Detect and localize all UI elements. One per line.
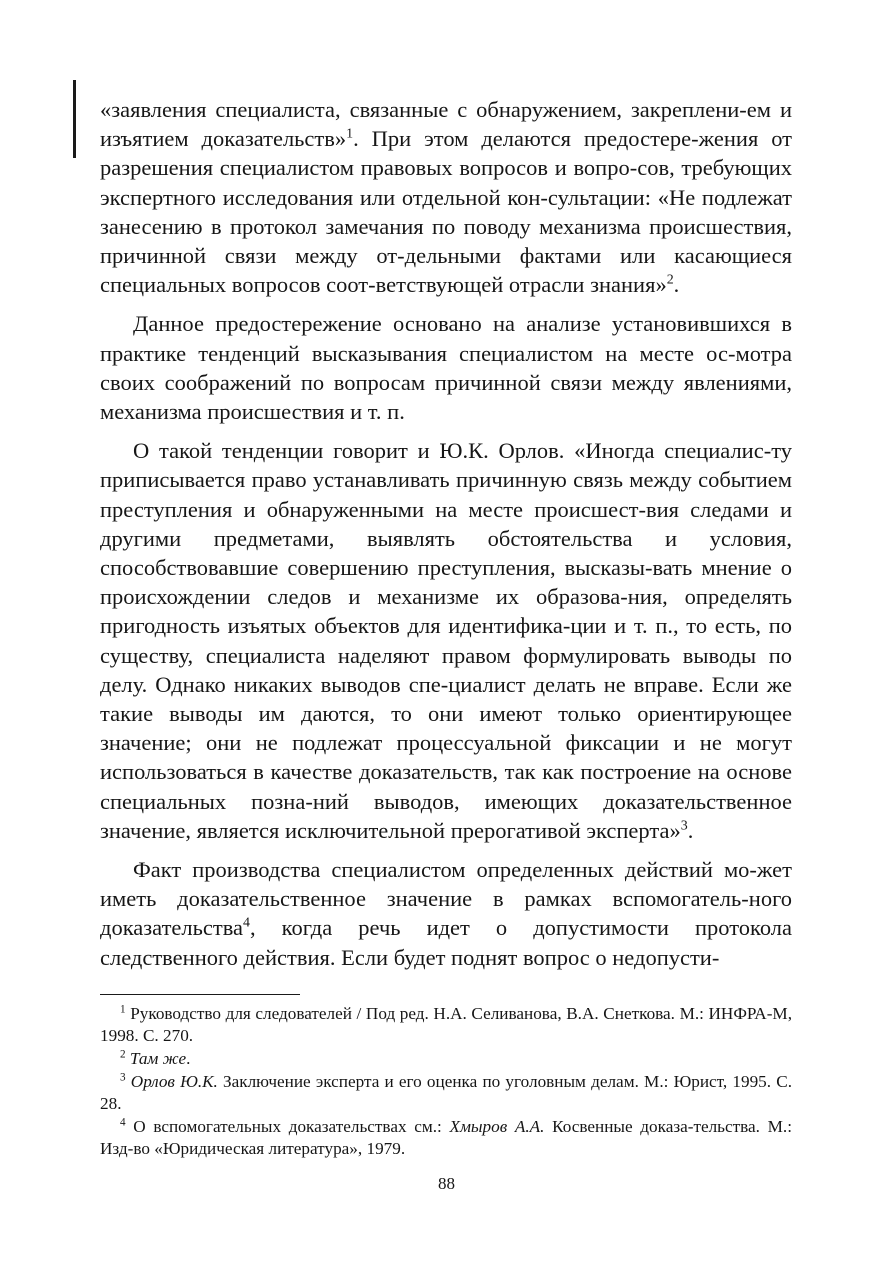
footnote-1 [100, 1003, 792, 1048]
paragraph-3 [100, 436, 792, 845]
footnote-number-4: 4 [120, 1116, 126, 1129]
footnote-4-text-2: Косвенные доказа-тельства. М.: Изд-во «Юридическая литература», 1979. [100, 1116, 792, 1159]
paragraph-4-part-2: , когда речь идет о допустимости протокола следственного действия. Если будет поднят вопрос о недопусти- [100, 915, 792, 970]
footnotes [100, 1003, 792, 1161]
paragraph-4-part-1: Факт производства специалистом определенных действий мо-жет иметь доказательственное значение в рамках вспомогатель-ного доказательства [100, 857, 792, 941]
footnote-3-text: Заключение эксперта и его оценка по уголовным делам. М.: Юрист, 1995. С. 28. [100, 1071, 792, 1114]
footnote-ref-4[interactable]: 4 [243, 915, 250, 931]
footnote-ref-3[interactable]: 3 [680, 818, 688, 834]
footnote-number-2: 2 [120, 1048, 126, 1061]
page-number: 88 [438, 1174, 455, 1193]
footnote-2 [100, 1048, 792, 1071]
footnote-4-text: О вспомогательных доказательствах см.: [125, 1116, 450, 1136]
margin-mark [73, 80, 76, 158]
footnote-2-italic: Там же [129, 1049, 187, 1069]
paragraph-1-part-1: «заявления специалиста, связанные с обнаружением, закреплени-ем и изъятием доказательств» [100, 97, 792, 152]
footnote-number-1: 1 [120, 1003, 126, 1016]
footnote-1-text: Руководство для следователей / Под ред. Н.А. Селиванова, В.А. Снеткова. М.: ИНФРА-М, 1998. С. 270. [100, 1003, 792, 1046]
paragraph-1-part-2: . При этом делаются предостере-жения от разрешения специалистом правовых вопросов и вопро-сов, требующих экспертного исследования или отдельной кон-сультации: «Не подлежат занесению в протокол замечания по поводу механизма происшествия, причинной связи между от-дельными фактами или касающиеся специальных вопросов соот-ветствующей отрасли знания» [100, 126, 793, 298]
main-text [100, 95, 792, 972]
footnote-4 [100, 1116, 792, 1161]
footnote-ref-2[interactable]: 2 [666, 272, 674, 288]
footnote-4-author: Хмыров А.А. [449, 1116, 545, 1136]
footnote-ref-1[interactable]: 1 [346, 126, 354, 142]
paragraph-3-part-2: . [687, 817, 694, 843]
footnote-3-author: Орлов Ю.К. [130, 1071, 218, 1091]
paragraph-1 [100, 95, 792, 299]
paragraph-4 [100, 855, 792, 972]
footnote-3 [100, 1071, 792, 1116]
footnote-separator [100, 994, 300, 995]
paragraph-3-part-1: О такой тенденции говорит и Ю.К. Орлов. «Иногда специалис-ту приписывается право устанавливать причинную связь между событием преступления и обнаруженными на месте происшест-вия следами и другими предметами, выявлять обстоятельства и условия, способствовавшие совершению преступления, высказы-вать мнение о происхождении следов и механизме их образова-ния, определять пригодность изъятых объектов для идентифика-ции и т. п., то есть, по существу, специалиста наделяют правом формулировать выводы по делу. Однако никаких выводов спе-циалист делать не вправе. Если же такие выводы им даются, то они имеют только ориентирующее значение; они не подлежат процессуальной фиксации и не могут использоваться в качестве доказательств, так как построение на основе специальных позна-ний выводов, имеющих доказательственное значение, является исключительной прерогативой эксперта» [100, 438, 792, 843]
page [100, 95, 792, 1161]
footnote-2-text: . [186, 1049, 191, 1069]
paragraph-1-part-3: . [673, 272, 680, 298]
footnote-number-3: 3 [120, 1070, 126, 1083]
paragraph-2: Данное предостережение основано на анализе установившихся в практике тенденций высказывания специалистом на месте ос-мотра своих соображений по вопросам причинной связи между явлениями, механизма происшествия и т. п. [100, 311, 792, 425]
